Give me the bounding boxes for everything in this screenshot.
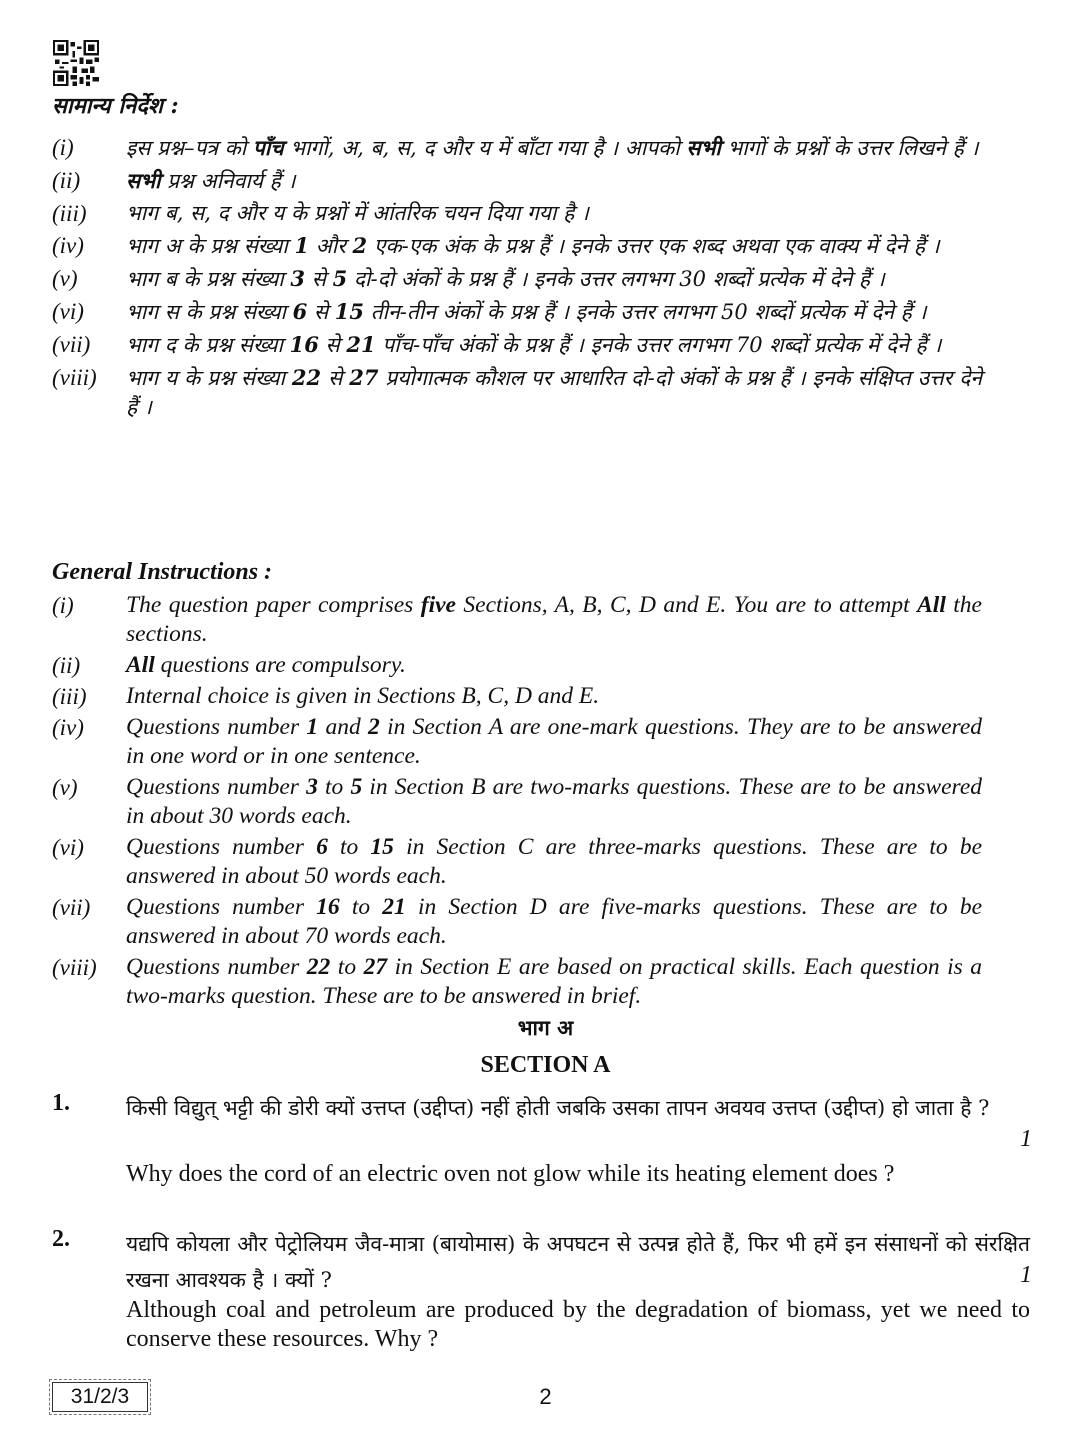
instruction-fragment: भाग द के प्रश्न संख्या (126, 333, 290, 357)
instruction-fragment: भागों, अ, ब, स, द और य में बाँटा गया है । आपको (283, 136, 687, 160)
instruction-emphasis: 21 (382, 894, 406, 920)
instruction-text (126, 166, 982, 196)
instruction-fragment: भाग स के प्रश्न संख्या (126, 300, 293, 324)
instruction-number: (viii) (52, 365, 97, 390)
instruction-text (126, 773, 982, 831)
question-text-english: Although coal and petroleum are produced by the degradation of biomass, yet we need to conserve these resources. Why ? (126, 1297, 1030, 1352)
instruction-fragment: इस प्रश्न–पत्र को (126, 136, 253, 160)
instruction-fragment: से (321, 366, 350, 390)
instruction-emphasis: All (917, 592, 946, 618)
instruction-fragment: in Section E are based on practical skills. Each question is a two-marks question. These are to be answered in brief. (126, 954, 983, 1009)
question-text-hindi: किसी विद्युत् भट्टी की डोरी क्यों उत्तप्त (उद्दीप्त) नहीं होती जबकि उसका तापन अवयव उत्तप्त (उद्दीप्त) हो जाता है ? (126, 1096, 990, 1120)
instruction-item (52, 133, 982, 163)
instruction-emphasis: 1 (306, 714, 319, 740)
instruction-fragment: Questions number (126, 834, 317, 860)
question-marks: 1 (1020, 1126, 1032, 1152)
instruction-item (52, 199, 982, 228)
instruction-item (52, 330, 982, 360)
instruction-text (126, 199, 982, 228)
instruction-number: (v) (52, 775, 78, 800)
instruction-fragment: तीन-तीन अंकों के प्रश्न हैं । इनके उत्तर लगभग 50 शब्दों प्रत्येक में देने हैं । (364, 300, 927, 324)
instruction-number: (ii) (52, 168, 81, 193)
instruction-emphasis: 22 (291, 365, 322, 390)
section-title-hindi: भाग अ (517, 1015, 574, 1040)
instruction-text (126, 591, 982, 649)
instruction-fragment: Sections, A, B, C, D and E. You are to attempt (455, 592, 918, 618)
question-number: 2. (52, 1226, 70, 1252)
instruction-emphasis: 15 (334, 299, 365, 324)
paper-code: 31/2/3 (52, 1382, 148, 1412)
instruction-item (52, 166, 982, 196)
instruction-fragment: प्रयोगात्मक कौशल पर आधारित दो-दो अंकों के प्रश्न हैं । इनके संक्षिप्त उत्तर देने हैं । (126, 366, 982, 419)
general-instructions-heading-hindi: सामान्य निर्देश : (52, 93, 179, 119)
instruction-emphasis: 21 (346, 332, 376, 357)
instruction-item (52, 264, 982, 294)
instruction-fragment: दो-दो अंकों के प्रश्न हैं । इनके उत्तर लगभग 30 शब्दों प्रत्येक में देने हैं । (347, 267, 885, 291)
instructions-list-english (52, 591, 982, 1013)
instruction-item (52, 773, 982, 831)
instruction-fragment: questions are compulsory. (154, 652, 406, 678)
question-text-english: Why does the cord of an electric oven not glow while its heating element does ? (126, 1161, 895, 1187)
instruction-emphasis: five (420, 592, 456, 618)
instructions-list-hindi (52, 133, 982, 425)
instruction-text (126, 330, 982, 360)
instruction-number: (iv) (52, 233, 84, 258)
instruction-emphasis: 15 (370, 834, 394, 860)
page-number: 2 (539, 1384, 552, 1409)
question-text-hindi: यद्यपि कोयला और पेट्रोलियम जैव-मात्रा (बायोमास) के अपघटन से उत्पन्न होते हैं, फिर भी हमें इन संसाधनों को संरक्षित रखना आवश्यक है । क्यों ? (126, 1232, 1030, 1292)
instruction-emphasis: सभी (126, 168, 161, 193)
instruction-emphasis: 6 (292, 299, 308, 324)
instruction-fragment: in Section C are three-marks questions. These are to be answered in about 50 words each. (126, 834, 983, 889)
instruction-item (52, 893, 982, 951)
instruction-emphasis: All (126, 652, 155, 678)
instruction-fragment: प्रश्न अनिवार्य हैं । (160, 169, 296, 193)
instruction-fragment: Internal choice is given in Sections B, C, D and E. (126, 683, 600, 709)
instruction-text (126, 833, 982, 891)
instruction-emphasis: 2 (368, 714, 380, 740)
instruction-fragment: Questions number (126, 714, 307, 740)
instruction-number: (ii) (52, 653, 81, 678)
instruction-fragment: और (309, 234, 353, 258)
instruction-number: (vii) (52, 332, 91, 357)
instruction-emphasis: 3 (306, 774, 318, 800)
instruction-item (52, 682, 982, 711)
instruction-fragment: in Section B are two-marks questions. These are to be answered in about 30 words each. (126, 774, 982, 829)
instruction-fragment: भाग ब के प्रश्न संख्या (126, 267, 291, 291)
instruction-item (52, 953, 982, 1011)
instruction-text (126, 953, 982, 1011)
instruction-text (126, 133, 982, 163)
instruction-number: (i) (52, 593, 74, 618)
instruction-fragment: to (317, 774, 351, 800)
instruction-text (126, 713, 982, 771)
question-marks: 1 (1020, 1262, 1032, 1288)
instruction-fragment: से (318, 333, 347, 357)
instruction-fragment: Questions number (126, 894, 317, 920)
general-instructions-heading-english: General Instructions : (52, 559, 273, 585)
instruction-emphasis: 2 (352, 233, 368, 258)
qr-code (52, 40, 100, 86)
instruction-text (126, 231, 982, 261)
instruction-item (52, 651, 982, 680)
instruction-fragment: to (339, 894, 383, 920)
question-number: 1. (52, 1090, 70, 1116)
instruction-item (52, 833, 982, 891)
instruction-number: (iv) (52, 715, 84, 740)
instruction-text (126, 297, 982, 327)
instruction-item (52, 591, 982, 649)
instruction-emphasis: पाँच (252, 135, 284, 160)
instruction-emphasis: 5 (350, 774, 363, 800)
instruction-item (52, 363, 982, 422)
instruction-item (52, 231, 982, 261)
instruction-fragment: भाग अ के प्रश्न संख्या (126, 234, 295, 258)
instruction-emphasis: 3 (290, 266, 306, 291)
instruction-emphasis: 16 (289, 332, 319, 357)
instruction-fragment: to (330, 954, 364, 980)
instruction-fragment: the sections. (126, 592, 982, 647)
instruction-fragment: एक-एक अंक के प्रश्न हैं । इनके उत्तर एक शब्द अथवा एक वाक्य में देने हैं । (367, 234, 940, 258)
instruction-number: (iii) (52, 684, 87, 709)
instruction-emphasis: 5 (332, 266, 348, 291)
instruction-fragment: भाग ब, स, द और य के प्रश्नों में आंतरिक चयन दिया गया है । (126, 201, 589, 225)
instruction-text (126, 264, 982, 294)
instruction-item (52, 297, 982, 327)
instruction-emphasis: सभी (686, 135, 721, 160)
instruction-text (126, 651, 982, 680)
instruction-fragment: in Section D are five-marks questions. These are to be answered in about 70 words each. (126, 894, 983, 949)
instruction-item (52, 713, 982, 771)
instruction-fragment: Questions number (126, 954, 307, 980)
instruction-number: (vii) (52, 895, 91, 920)
section-title-english: SECTION A (480, 1052, 611, 1078)
instruction-fragment: Questions number (126, 774, 307, 800)
instruction-text (126, 363, 982, 422)
instruction-fragment: to (327, 834, 371, 860)
instruction-emphasis: 1 (294, 233, 310, 258)
instruction-number: (iii) (52, 201, 87, 226)
instruction-emphasis: 16 (316, 894, 340, 920)
instruction-emphasis: 27 (363, 954, 388, 980)
instruction-fragment: पाँच-पाँच अंकों के प्रश्न हैं । इनके उत्तर लगभग 70 शब्दों प्रत्येक में देने हैं । (375, 333, 942, 357)
instruction-number: (i) (52, 135, 74, 160)
instruction-fragment: से (307, 300, 335, 324)
instruction-fragment: and (318, 714, 369, 740)
instruction-emphasis: 27 (349, 365, 379, 390)
instruction-emphasis: 6 (316, 834, 328, 860)
instruction-text (126, 682, 982, 711)
instruction-fragment: The question paper comprises (126, 592, 421, 618)
instruction-fragment: भाग य के प्रश्न संख्या (126, 366, 292, 390)
instruction-number: (viii) (52, 955, 97, 980)
instruction-fragment: से (305, 267, 333, 291)
instruction-fragment: in Section A are one-mark questions. They are to be answered in one word or in one sentence. (126, 714, 982, 769)
instruction-fragment: भागों के प्रश्नों के उत्तर लिखने हैं । (720, 136, 979, 160)
instruction-emphasis: 22 (306, 954, 331, 980)
instruction-number: (v) (52, 266, 78, 291)
instruction-number: (vi) (52, 835, 84, 860)
instruction-number: (vi) (52, 299, 84, 324)
instruction-text (126, 893, 982, 951)
